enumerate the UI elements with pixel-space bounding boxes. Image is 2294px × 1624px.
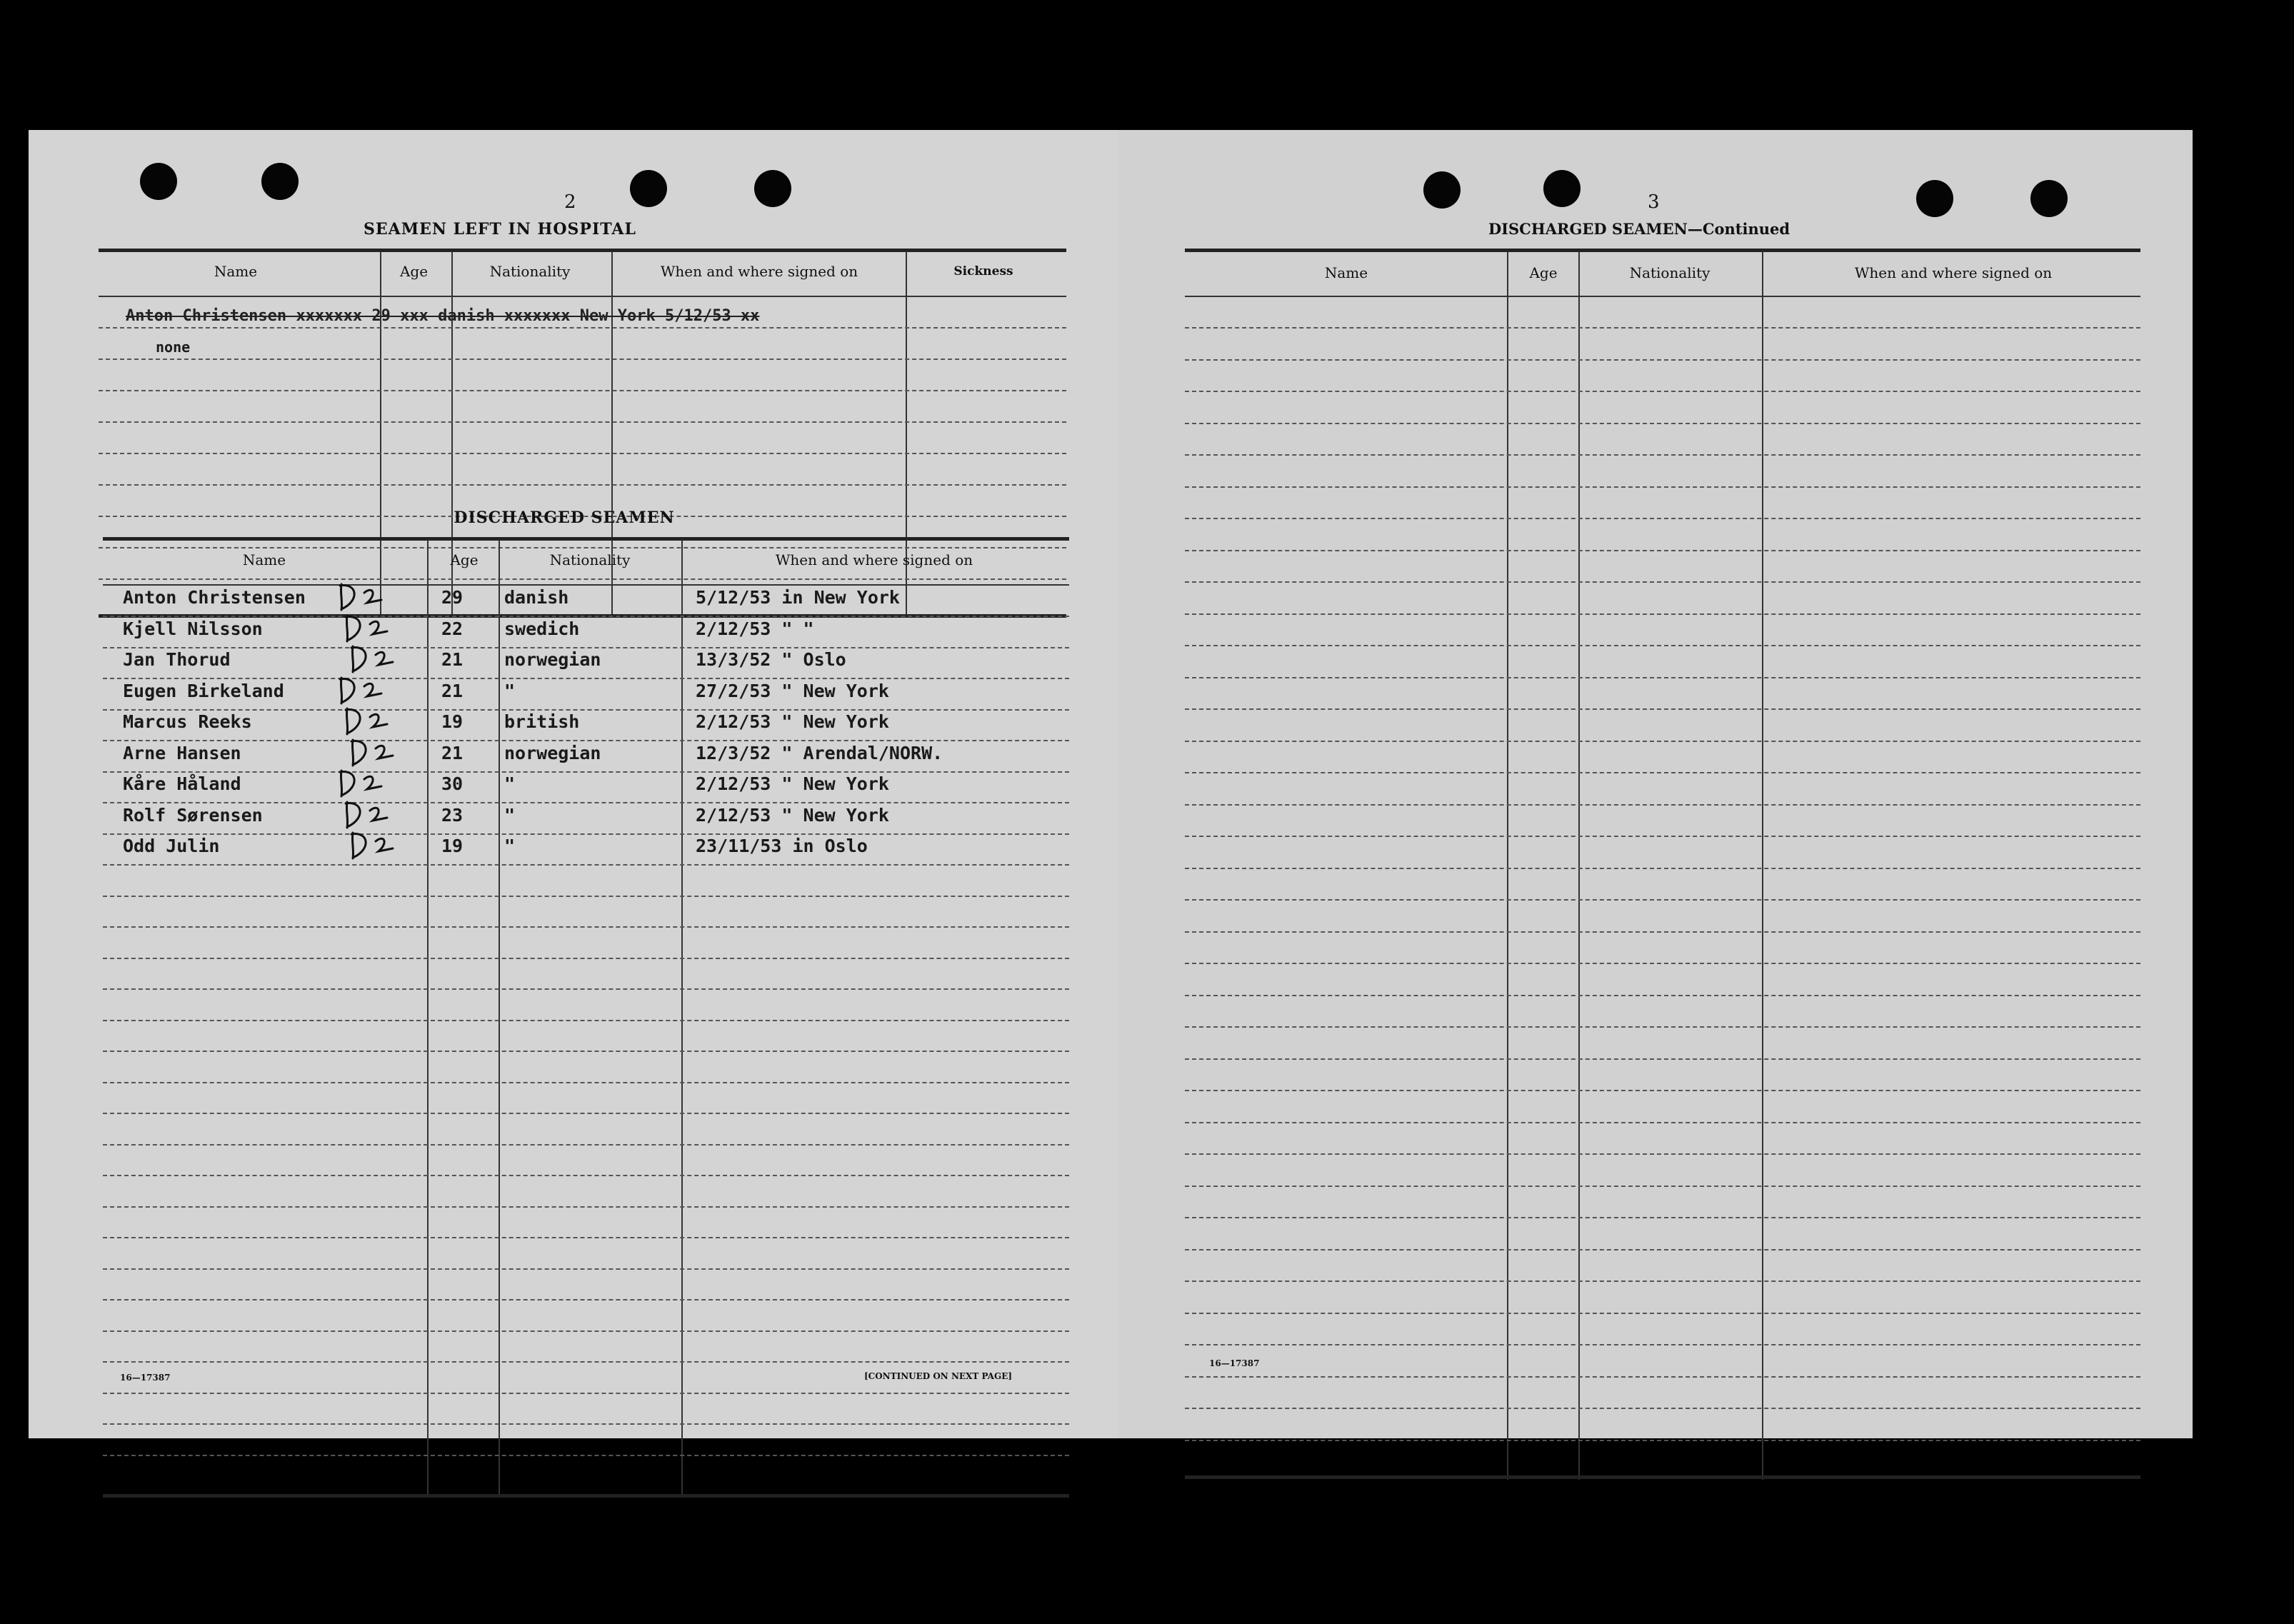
seaman-signed-on: 13/3/52 " Oslo <box>696 649 846 670</box>
seaman-age: 21 <box>441 742 464 763</box>
dotted-row-line <box>1185 613 2140 615</box>
seaman-age: 21 <box>441 649 464 670</box>
col-header-nationality: Nationality <box>549 551 631 568</box>
seaman-name: Anton Christensen <box>123 587 306 608</box>
dotted-row-line <box>1185 677 2140 678</box>
seaman-age: 29 <box>441 587 464 608</box>
dotted-row-line <box>103 740 1069 741</box>
seaman-signed-on: 2/12/53 " " <box>696 618 814 639</box>
column-divider <box>1507 251 1508 1480</box>
table-rule <box>99 296 1066 297</box>
seaman-name: Eugen Birkeland <box>123 680 284 701</box>
handwritten-d2-mark <box>336 578 386 614</box>
dotted-row-line <box>1185 1153 2140 1155</box>
dotted-row-line <box>1185 1058 2140 1060</box>
dotted-row-line <box>1185 995 2140 996</box>
punch-hole <box>1916 180 1953 217</box>
col-header-signed-on: When and where signed on <box>660 263 858 280</box>
dotted-row-line <box>1185 1122 2140 1123</box>
seaman-age: 30 <box>441 773 464 794</box>
col-header-nationality: Nationality <box>1629 264 1711 281</box>
seaman-signed-on: 2/12/53 " New York <box>696 804 889 826</box>
column-divider <box>499 540 500 1494</box>
punch-hole <box>1423 171 1461 209</box>
dotted-row-line <box>103 1330 1069 1332</box>
dotted-row-line <box>1185 359 2140 361</box>
dotted-row-line <box>1185 1217 2140 1218</box>
seaman-name: Marcus Reeks <box>123 711 252 732</box>
page-number: 2 <box>564 191 576 213</box>
dotted-row-line <box>103 802 1069 803</box>
seaman-age: 23 <box>441 804 464 826</box>
dotted-row-line <box>1185 454 2140 456</box>
column-divider <box>681 540 683 1494</box>
handwritten-d2-mark <box>341 703 391 738</box>
table-rule <box>1185 296 2140 297</box>
dotted-row-line <box>99 359 1066 360</box>
dotted-row-line <box>1185 1026 2140 1028</box>
dotted-row-line <box>103 709 1069 711</box>
dotted-row-line <box>103 1299 1069 1300</box>
seaman-nationality: norwegian <box>504 649 601 670</box>
dotted-row-line <box>103 1423 1069 1425</box>
seaman-age: 19 <box>441 711 464 732</box>
column-divider <box>1762 251 1763 1480</box>
dotted-row-line <box>1185 1280 2140 1282</box>
seaman-nationality: " <box>504 804 516 826</box>
dotted-row-line <box>103 1361 1069 1363</box>
handwritten-d2-mark <box>336 765 386 801</box>
dotted-row-line <box>103 678 1069 679</box>
seaman-nationality: " <box>504 773 516 794</box>
dotted-row-line <box>103 1082 1069 1083</box>
dotted-row-line <box>103 896 1069 897</box>
column-divider <box>1578 251 1580 1480</box>
dotted-row-line <box>1185 836 2140 837</box>
dotted-row-line <box>103 864 1069 866</box>
dotted-row-line <box>1185 708 2140 710</box>
dotted-row-line <box>1185 1249 2140 1250</box>
dotted-row-line <box>103 988 1069 990</box>
dotted-row-line <box>1185 1090 2140 1091</box>
dotted-row-line <box>99 421 1066 423</box>
seaman-nationality: swedich <box>504 618 580 639</box>
dotted-row-line <box>103 647 1069 648</box>
punch-hole <box>261 163 299 200</box>
dotted-row-line <box>103 1455 1069 1456</box>
handwritten-d2-mark <box>341 610 391 646</box>
dotted-row-line <box>1185 1440 2140 1441</box>
handwritten-d2-mark <box>347 827 397 863</box>
col-header-sickness: Sickness <box>953 264 1013 279</box>
table-rule <box>99 249 1066 252</box>
seaman-name: Kjell Nilsson <box>123 618 263 639</box>
table-rule <box>1185 1475 2140 1479</box>
punch-hole <box>1543 170 1581 207</box>
seaman-name: Jan Thorud <box>123 649 231 670</box>
col-header-signed-on: When and where signed on <box>1854 264 2053 281</box>
seaman-signed-on: 2/12/53 " New York <box>696 711 889 732</box>
handwritten-d2-mark <box>347 734 397 770</box>
seaman-nationality: danish <box>504 587 569 608</box>
punch-hole <box>630 170 667 207</box>
punch-hole <box>754 170 791 207</box>
dotted-row-line <box>103 926 1069 928</box>
dotted-row-line <box>1185 963 2140 964</box>
dotted-row-line <box>1185 868 2140 869</box>
dotted-row-line <box>103 616 1069 617</box>
column-divider <box>427 540 429 1494</box>
section-title: DISCHARGED SEAMEN—Continued <box>1488 220 1790 238</box>
dotted-row-line <box>103 1393 1069 1394</box>
handwritten-d2-mark <box>341 796 391 832</box>
seaman-signed-on: 23/11/53 in Oslo <box>696 836 868 856</box>
dotted-row-line <box>1185 391 2140 392</box>
table-rule <box>103 584 1069 586</box>
dotted-row-line <box>1185 1186 2140 1187</box>
punch-hole <box>2030 180 2068 217</box>
dotted-row-line <box>103 1144 1069 1146</box>
discharged-section-title: DISCHARGED SEAMEN <box>454 508 675 527</box>
dotted-row-line <box>1185 899 2140 901</box>
dotted-row-line <box>103 1206 1069 1208</box>
dotted-row-line <box>1185 804 2140 806</box>
dotted-row-line <box>1185 741 2140 742</box>
col-header-name: Name <box>242 551 286 568</box>
seaman-nationality: " <box>504 680 516 701</box>
dotted-row-line <box>1185 645 2140 646</box>
dotted-row-line <box>99 578 1066 580</box>
seaman-age: 22 <box>441 618 464 639</box>
dotted-row-line <box>1185 550 2140 551</box>
col-header-age: Age <box>450 551 479 568</box>
seaman-signed-on: 2/12/53 " New York <box>696 773 889 794</box>
col-header-name: Name <box>1324 264 1368 281</box>
table-rule <box>103 1494 1069 1498</box>
right-page <box>1118 130 2193 1438</box>
dotted-row-line <box>103 833 1069 835</box>
dotted-row-line <box>103 1237 1069 1238</box>
dotted-row-line <box>103 1020 1069 1021</box>
seaman-age: 19 <box>441 836 464 856</box>
col-header-signed-on: When and where signed on <box>775 551 973 568</box>
col-header-nationality: Nationality <box>489 263 571 280</box>
table-rule <box>103 537 1069 541</box>
left-page <box>29 130 1125 1438</box>
seaman-age: 21 <box>441 680 464 701</box>
dotted-row-line <box>1185 931 2140 933</box>
seaman-name: Odd Julin <box>123 836 220 856</box>
continued-note: [CONTINUED ON NEXT PAGE] <box>864 1371 1013 1381</box>
table-rule <box>1185 249 2140 252</box>
dotted-row-line <box>1185 1313 2140 1314</box>
dotted-row-line <box>1185 1376 2140 1378</box>
dotted-row-line <box>1185 581 2140 583</box>
hospital-section-title: SEAMEN LEFT IN HOSPITAL <box>364 220 636 239</box>
punch-hole <box>140 163 177 200</box>
seaman-nationality: norwegian <box>504 742 601 763</box>
seaman-nationality: british <box>504 711 580 732</box>
dotted-row-line <box>1185 327 2140 329</box>
dotted-row-line <box>1185 423 2140 424</box>
dotted-row-line <box>1185 772 2140 773</box>
dotted-row-line <box>1185 486 2140 488</box>
dotted-row-line <box>103 1051 1069 1052</box>
page-number: 3 <box>1648 191 1660 213</box>
dotted-row-line <box>1185 1408 2140 1409</box>
handwritten-d2-mark <box>336 672 386 708</box>
seaman-name: Rolf Sørensen <box>123 804 263 826</box>
dotted-row-line <box>103 1268 1069 1270</box>
dotted-row-line <box>103 1175 1069 1176</box>
handwritten-d2-mark <box>347 641 397 676</box>
seaman-signed-on: 5/12/53 in New York <box>696 587 900 608</box>
dotted-row-line <box>1185 518 2140 519</box>
col-header-age: Age <box>399 263 429 280</box>
dotted-row-line <box>99 327 1066 329</box>
dotted-row-line <box>1185 1344 2140 1345</box>
dotted-row-line <box>103 1113 1069 1114</box>
form-number: 16—17387 <box>1209 1358 1260 1368</box>
dotted-row-line <box>103 958 1069 959</box>
seaman-signed-on: 12/3/52 " Arendal/NORW. <box>696 742 943 763</box>
form-number: 16—17387 <box>120 1373 171 1383</box>
dotted-row-line <box>99 547 1066 548</box>
col-header-name: Name <box>214 263 258 280</box>
struck-entry: Anton Christensen xxxxxxx 29 xxx danish xxxxxxx New York 5/12/53 xx <box>126 307 760 325</box>
seaman-signed-on: 27/2/53 " New York <box>696 680 889 701</box>
dotted-row-line <box>99 390 1066 391</box>
seaman-name: Kåre Håland <box>123 773 241 794</box>
hospital-none-value: none <box>156 339 191 356</box>
seaman-nationality: " <box>504 836 516 856</box>
col-header-age: Age <box>1529 264 1558 281</box>
dotted-row-line <box>103 771 1069 773</box>
dotted-row-line <box>99 484 1066 486</box>
dotted-row-line <box>99 453 1066 454</box>
seaman-name: Arne Hansen <box>123 742 241 763</box>
